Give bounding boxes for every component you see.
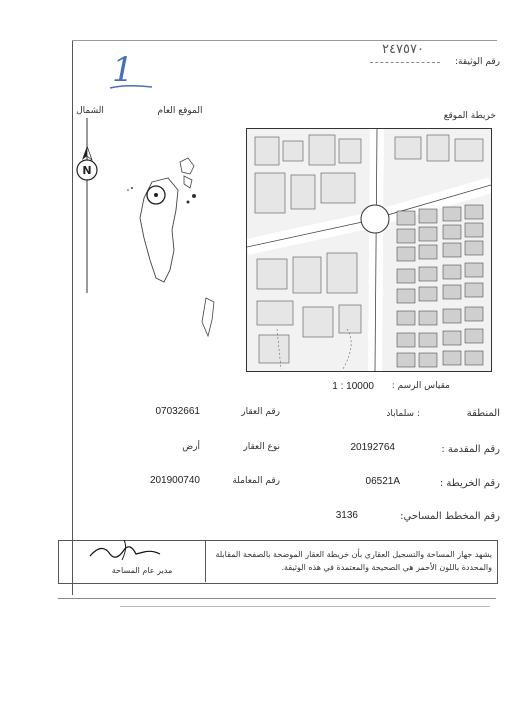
certification-text: يشهد جهاز المساحة والتسجيل العقاري بأن خريطة العقار الموضحة بالصفحة المقابلة والمحددة باللون الأحمر هي الصحيحة والمعتمدة في هذه الوثيقة. (215, 550, 492, 572)
signatory-label: مدير عام المساحة (111, 566, 173, 575)
property-type-value: أرض (182, 442, 200, 452)
site-map-label: خريطة الموقع (443, 111, 496, 121)
doc-number-label: رقم الوثيقة: (454, 57, 500, 67)
bottom-rule-1 (58, 598, 496, 599)
general-location-label: الموقع العام (157, 106, 203, 116)
transaction-number-label: رقم المعاملة (232, 476, 280, 486)
area-label: المنطقة (466, 408, 500, 419)
area-value: : سلماباد (386, 409, 420, 419)
signature-icon (84, 536, 164, 564)
survey-plan-label: رقم المخطط المساحي: (400, 511, 500, 522)
application-number-label: رقم المقدمة : (441, 444, 500, 455)
handwritten-mark: 1 (112, 50, 134, 90)
transaction-number-value: 201900740 (149, 475, 200, 486)
site-map-drawing (247, 129, 491, 371)
scale-value: 1 : 10000 (332, 381, 374, 392)
handwritten-underline (108, 82, 154, 92)
property-type-label: نوع العقار (243, 442, 280, 452)
site-map[interactable] (246, 128, 492, 372)
bottom-rule-2 (120, 606, 490, 607)
doc-number-underline (370, 62, 440, 63)
doc-number-value: ٢٤٧٥٧٠ (382, 42, 424, 57)
map-number-label: رقم الخريطة : (439, 478, 500, 489)
application-number-value: 20192764 (350, 442, 395, 453)
certification-divider (205, 540, 206, 582)
north-label: الشمال (76, 106, 104, 116)
property-number-value: 07032661 (155, 406, 200, 417)
frame-top-line (72, 40, 497, 41)
scale-label: مقياس الرسم : (391, 381, 450, 391)
general-location-map (110, 150, 230, 340)
map-number-value: 06521A (365, 476, 400, 487)
property-number-label: رقم العقار (241, 407, 280, 417)
north-arrow-icon (72, 118, 102, 293)
survey-plan-value: 3136 (335, 510, 358, 521)
north-letter: N (82, 164, 92, 177)
